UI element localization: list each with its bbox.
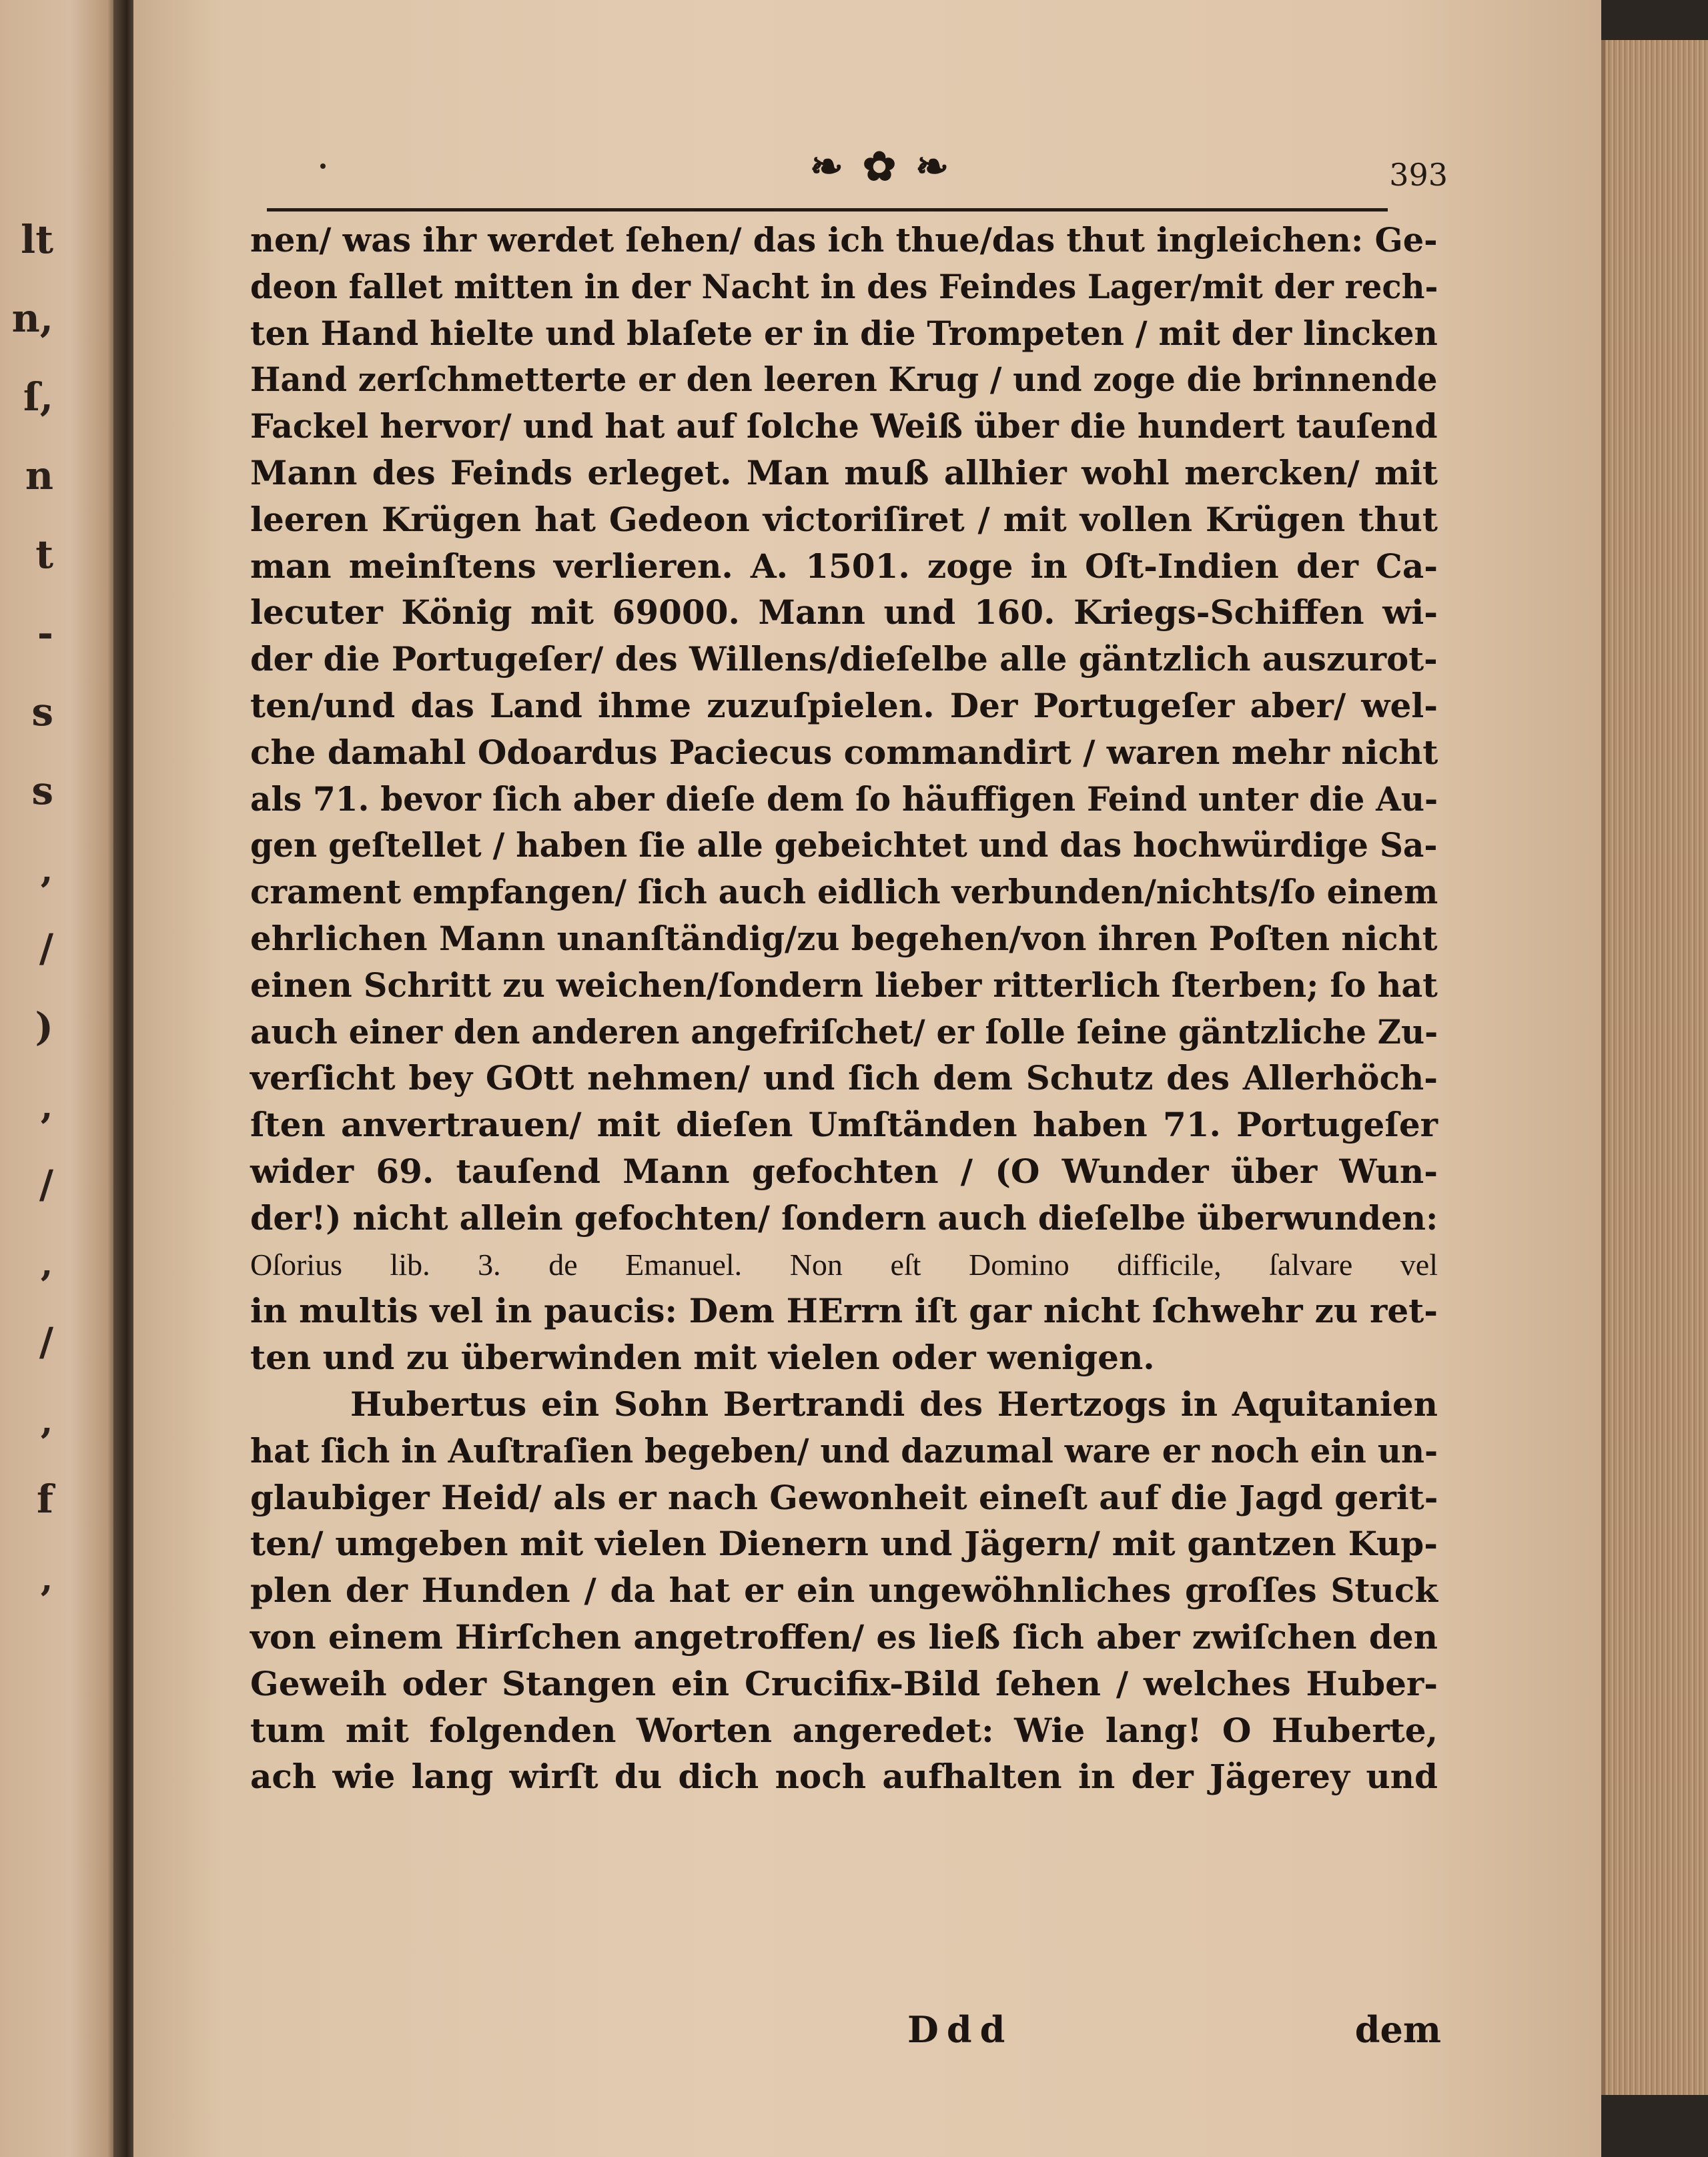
left-fragment: ) (35, 1004, 53, 1049)
text-line: ten/ umgeben mit vielen Dienern und Jägern/ mit gantzen Kup- (250, 1524, 1438, 1564)
text-line: deon fallet mitten in der Nacht in des Feindes Lager/mit der rech- (250, 266, 1438, 306)
text-line: leeren Krügen hat Gedeon victoriſiret / mit vollen Krügen thut (250, 499, 1438, 539)
left-fragment: ‚ (39, 1083, 53, 1128)
text-line: der!) nicht allein gefochten/ ſondern auch dieſelbe überwunden: (250, 1198, 1438, 1238)
left-fragment: n, (11, 296, 53, 341)
page-number: 393 (1389, 157, 1448, 193)
text-line: man meinſtens verlieren. A. 1501. zoge in Oſt-Indien der Ca- (250, 546, 1438, 586)
text-line: ten Hand hielte und blaſete er in die Trompeten / mit der lincken (250, 313, 1438, 353)
left-fragment: / (39, 1162, 53, 1207)
left-fragment: s (31, 768, 53, 813)
left-fragment: / (39, 925, 53, 971)
text-line: der die Portugeſer/ des Willens/dieſelbe alle gäntzlich auszurot- (250, 639, 1438, 679)
header-ornament: ❧ ✿ ❧ (809, 143, 952, 190)
text-line: hat ſich in Auſtraſien begeben/ und dazumal ware er noch ein un- (250, 1430, 1438, 1470)
running-header (314, 137, 1448, 193)
left-page-text-fragments (0, 200, 53, 1617)
left-fragment: s (31, 689, 53, 735)
text-line: wider 69. tauſend Mann gefochten / (O Wunder über Wun- (250, 1151, 1438, 1191)
header-rule (267, 208, 1388, 211)
left-fragment: ‚ (39, 1398, 53, 1443)
page-footer (907, 2008, 1441, 2055)
left-fragment: f (37, 1476, 53, 1522)
text-line: Mann des Feinds erleget. Man muß allhier wohl mercken/ mit (250, 452, 1438, 492)
text-line: crament empfangen/ ſich auch eidlich verbunden/nichts/ſo einem (250, 872, 1438, 912)
text-line: Hand zerſchmetterte er den leeren Krug / und zoge die brinnende (250, 360, 1438, 400)
text-line: tum mit folgenden Worten angeredet: Wie lang! O Huberte, (250, 1710, 1438, 1750)
text-line: Fackel hervor/ und hat auf ſolche Weiß über die hundert tauſend (250, 406, 1438, 446)
left-fragment: / (39, 1319, 53, 1364)
text-line: von einem Hirſchen angetroffen/ es ließ ſich aber zwiſchen den (250, 1617, 1438, 1657)
text-line: als 71. bevor ſich aber dieſe dem ſo häuffigen Feind unter die Au- (250, 779, 1438, 819)
signature-mark: Ddd (907, 2008, 1013, 2051)
text-line-paragraph-start: Hubertus ein Sohn Bertrandi des Hertzogs in Aquitanien (350, 1384, 1438, 1424)
left-fragment: lt (21, 217, 53, 262)
catchword: dem (1354, 2008, 1441, 2051)
text-line: in multis vel in paucis: Dem HErrn iſt gar nicht ſchwehr zu ret- (250, 1291, 1438, 1331)
text-line: einen Schritt zu weichen/ſondern lieber ritterlich ſterben; ſo hat (250, 965, 1438, 1005)
left-fragment: - (37, 610, 53, 656)
left-fragment: ſ, (23, 374, 53, 420)
text-line: ten/und das Land ihme zuzuſpielen. Der Portugeſer aber/ wel- (250, 685, 1438, 725)
header-dot (320, 163, 326, 169)
text-line: nen/ was ihr werdet ſehen/ das ich thue/das thut ingleichen: Ge- (250, 220, 1438, 260)
text-line: che damahl Odoardus Paciecus commandirt / waren mehr nicht (250, 732, 1438, 772)
text-line: Geweih oder Stangen ein Crucifix-Bild ſehen / welches Huber- (250, 1663, 1438, 1703)
text-line: ehrlichen Mann unanſtändig/zu begehen/von ihren Poſten nicht (250, 918, 1438, 958)
text-line: plen der Hunden / da hat er ein ungewöhnliches groſſes Stuck (250, 1571, 1438, 1611)
left-fragment: ‚ (39, 847, 53, 892)
left-fragment: ‚ (39, 1555, 53, 1601)
left-fragment: ‚ (39, 1240, 53, 1286)
text-line: verſicht bey GOtt nehmen/ und ſich dem Schutz des Allerhöch- (250, 1058, 1438, 1098)
left-fragment: n (25, 453, 53, 498)
text-line-latin: Oſorius lib. 3. de Emanuel. Non eſt Domino difficile, ſalvare vel (250, 1247, 1438, 1282)
text-line: lecuter König mit 69000. Mann und 160. Kriegs-Schiffen wi- (250, 592, 1438, 632)
body-text (250, 217, 1438, 1800)
left-page-edge (0, 0, 117, 2157)
text-line: ach wie lang wirſt du dich noch aufhalten in der Jägerey und (250, 1757, 1438, 1797)
text-line-paragraph-end: ten und zu überwinden mit vielen oder wenigen. (250, 1338, 1155, 1378)
page-edges (1601, 40, 1708, 2095)
left-fragment: t (35, 532, 53, 577)
text-line: auch einer den anderen angefriſchet/ er ſolle ſeine gäntzliche Zu- (250, 1011, 1438, 1051)
text-line: glaubiger Heid/ als er nach Gewonheit eineſt auf die Jagd gerit- (250, 1477, 1438, 1517)
text-line: ſten anvertrauen/ mit dieſen Umſtänden haben 71. Portugeſer (250, 1105, 1438, 1145)
text-line: gen geſtellet / haben ſie alle gebeichtet und das hochwürdige Sa- (250, 825, 1438, 865)
